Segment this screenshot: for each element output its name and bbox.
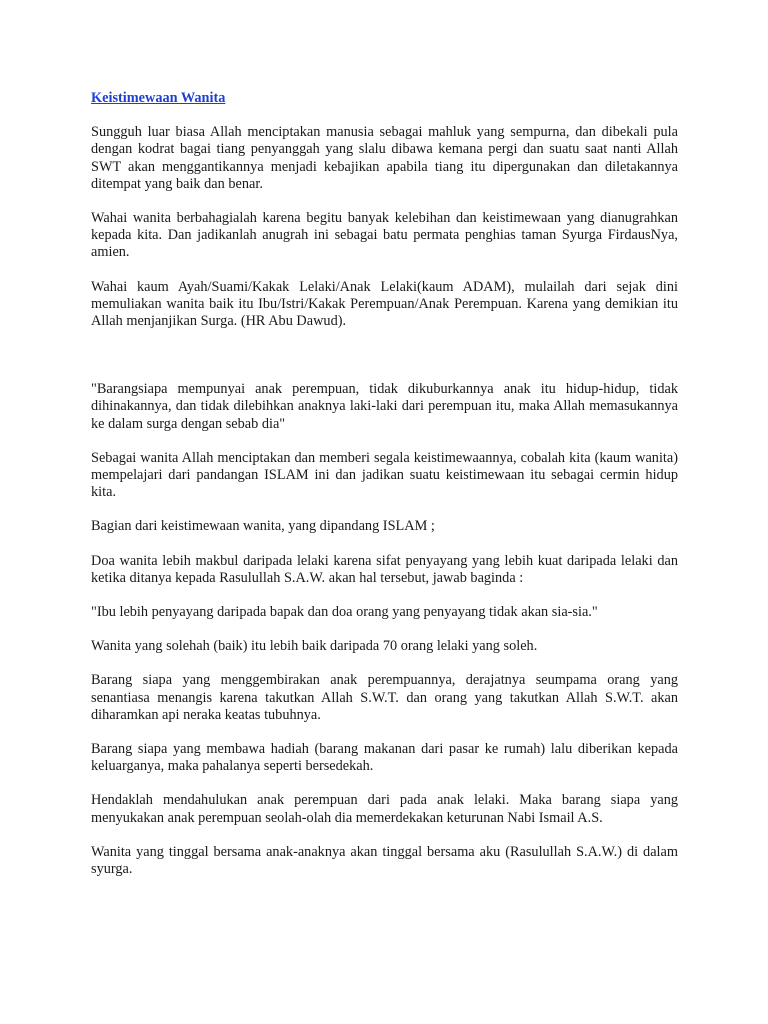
paragraph-sebagai-wanita: Sebagai wanita Allah menciptakan dan memberi segala keistimewaannya, cobalah kita (kaum wanita) mempelajari dari pandangan ISLAM ini dan jadikan suatu keistimewaan itu sebagai cermin hidup kita. xyxy=(91,449,678,501)
paragraph-tinggal-bersama: Wanita yang tinggal bersama anak-anaknya akan tinggal bersama aku (Rasulullah S.A.W.) di dalam syurga. xyxy=(91,843,678,878)
paragraph-hadiah: Barang siapa yang membawa hadiah (barang makanan dari pasar ke rumah) lalu diberikan kepada keluarganya, maka pahalanya seperti bersedekah. xyxy=(91,741,678,775)
paragraph-hadith-quote: "Barangsiapa mempunyai anak perempuan, tidak dikuburkannya anak itu hidup-hidup, tidak dihinakannya, dan tidak dilebihkan anaknya laki-laki dari perempuan itu, maka Allah memasukannya ke dalam surga dengan sebab dia" xyxy=(91,381,678,432)
paragraph-wahai-wanita: Wahai wanita berbahagialah karena begitu banyak kelebihan dan keistimewaan yang dianugrahkan kepada kita. Dan jadikanlah anugrah ini sebagai batu permata penghias taman Syurga FirdausNya, amien. xyxy=(91,210,678,261)
paragraph-doa-wanita: Doa wanita lebih makbul daripada lelaki karena sifat penyayang yang lebih kuat daripada lelaki dan ketika ditanya kepada Rasulullah S.A.W. akan hal tersebut, jawab baginda : xyxy=(91,552,678,586)
paragraph-ibu-quote: "Ibu lebih penyayang daripada bapak dan doa orang yang penyayang tidak akan sia-sia." xyxy=(91,604,598,621)
document-page xyxy=(91,90,678,895)
paragraph-kaum-ayah: Wahai kaum Ayah/Suami/Kakak Lelaki/Anak Lelaki(kaum ADAM), mulailah dari sejak dini memuliakan wanita baik itu Ibu/Istri/Kakak Perempuan/Anak Perempuan. Karena yang demikian itu Allah menjanjikan Surga. (HR Abu Dawud). xyxy=(91,278,678,330)
paragraph-intro: Sungguh luar biasa Allah menciptakan manusia sebagai mahluk yang sempurna, dan dibekali pula dengan kodrat bagai tiang penyanggah yang slalu dibawa kemana pergi dan suatu saat nanti Allah SWT akan menggantikannya menjadi kebajikan apabila tiang itu dipergunakan dan diletakannya ditempat yang baik dan benar. xyxy=(91,124,678,192)
paragraph-wanita-solehah: Wanita yang solehah (baik) itu lebih baik daripada 70 orang lelaki yang soleh. xyxy=(91,638,538,655)
paragraph-mendahulukan: Hendaklah mendahulukan anak perempuan dari pada anak lelaki. Maka barang siapa yang menyukakan anak perempuan seolah-olah dia memerdekakan keturunan Nabi Ismail A.S. xyxy=(91,792,678,826)
blank-spacer xyxy=(91,347,678,381)
paragraph-bagian: Bagian dari keistimewaan wanita, yang dipandang ISLAM ; xyxy=(91,518,435,535)
document-title-link[interactable]: Keistimewaan Wanita xyxy=(91,90,226,106)
paragraph-menggembirakan: Barang siapa yang menggembirakan anak perempuannya, derajatnya seumpama orang yang senantiasa menangis karena takutkan Allah S.W.T. dan orang yang takutkan Allah S.W.T. akan diharamkan api neraka keatas tubuhnya. xyxy=(91,672,678,723)
